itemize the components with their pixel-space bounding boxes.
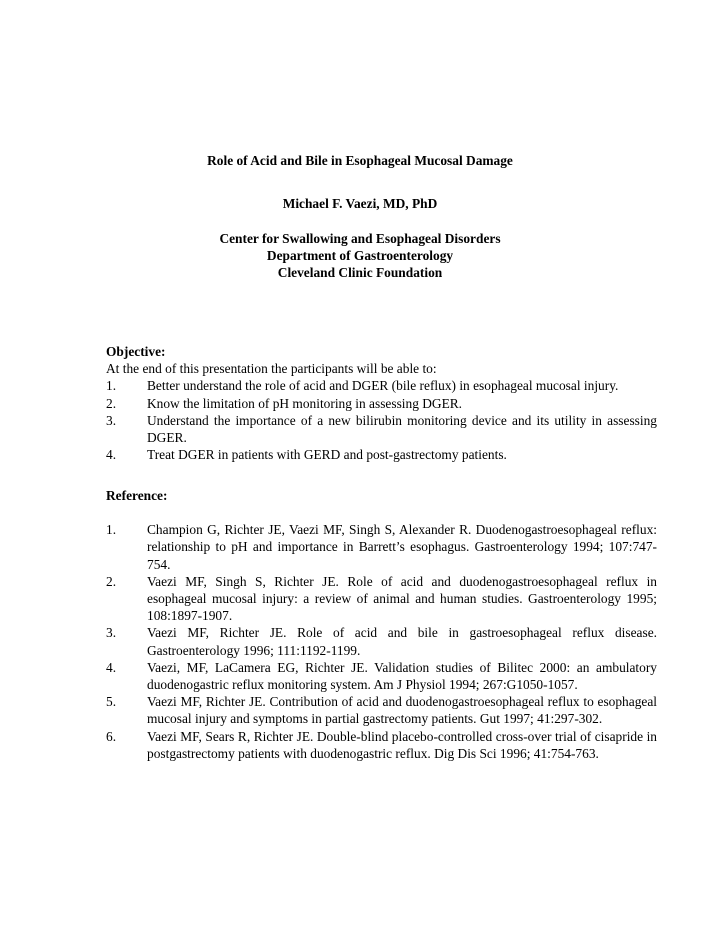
reference-item <box>106 624 657 658</box>
author-name: Michael F. Vaezi, MD, PhD <box>282 196 438 211</box>
reference-section <box>106 487 657 762</box>
objective-item-text: Know the limitation of pH monitoring in assessing DGER. <box>147 395 463 411</box>
reference-item-text: Vaezi, MF, LaCamera EG, Richter JE. Validation studies of Bilitec 2000: an ambulatory duodenogastric reflux monitoring system. Am J Physiol 1994; 267:G1050-1057. <box>147 659 657 693</box>
objective-item <box>106 377 657 394</box>
affiliation-department: Department of Gastroenterology <box>266 248 454 264</box>
objective-item-number: 1. <box>106 378 117 394</box>
reference-heading: Reference: <box>106 488 168 503</box>
affiliation-center: Center for Swallowing and Esophageal Disorders <box>219 231 501 246</box>
affiliation-block <box>0 230 720 282</box>
objective-intro: At the end of this presentation the participants will be able to: <box>106 361 437 377</box>
affiliation-institution: Cleveland Clinic Foundation <box>277 265 443 281</box>
objective-item-text: Understand the importance of a new bilirubin monitoring device and its utility in assessing DGER. <box>147 412 657 446</box>
objective-section <box>106 343 657 463</box>
reference-item-number: 5. <box>106 694 117 710</box>
objective-item-number: 2. <box>106 395 117 411</box>
reference-item-text: Vaezi MF, Sears R, Richter JE. Double-blind placebo-controlled cross-over trial of cisapride in postgastrectomy patients with duodenogastric reflux. Dig Dis Sci 1996; 41:754-763. <box>147 728 657 761</box>
objective-item-text: Better understand the role of acid and DGER (bile reflux) in esophageal mucosal injury. <box>147 378 619 394</box>
objective-item-number: 3. <box>106 412 117 428</box>
objective-item-text: Treat DGER in patients with GERD and post-gastrectomy patients. <box>147 447 507 463</box>
objective-item <box>106 412 657 446</box>
reference-item-text: Champion G, Richter JE, Vaezi MF, Singh S, Alexander R. Duodenogastroesophageal reflux: relationship to pH and importance in Barrett’s esophagus. Gastroenterology 1994; 107:747-754. <box>147 522 657 572</box>
reference-item <box>106 521 657 573</box>
document-title: Role of Acid and Bile in Esophageal Mucosal Damage <box>207 153 513 168</box>
objective-heading: Objective: <box>106 344 166 359</box>
reference-item-number: 1. <box>106 522 117 538</box>
objective-item <box>106 446 657 463</box>
reference-item-number: 2. <box>106 573 117 589</box>
reference-item-number: 4. <box>106 659 117 675</box>
objective-item-number: 4. <box>106 447 117 463</box>
reference-item <box>106 728 657 762</box>
objective-item <box>106 395 657 412</box>
reference-item-text: Vaezi MF, Singh S, Richter JE. Role of acid and duodenogastroesophageal reflux in esophageal mucosal injury: a review of animal and human studies. Gastroenterology 1995; 108:1897-1907. <box>147 573 657 624</box>
reference-item-number: 6. <box>106 728 117 744</box>
reference-item-text: Vaezi MF, Richter JE. Contribution of acid and duodenogastroesophageal reflux to esophageal mucosal injury and symptoms in partial gastrectomy patients. Gut 1997; 41:297-302. <box>147 694 657 727</box>
reference-item <box>106 573 657 625</box>
reference-item <box>106 693 657 727</box>
reference-item-number: 3. <box>106 625 117 641</box>
reference-item-text: Vaezi MF, Richter JE. Role of acid and bile in gastroesophageal reflux disease. Gastroenterology 1996; 111:1192-1199. <box>147 625 657 658</box>
reference-item <box>106 659 657 693</box>
